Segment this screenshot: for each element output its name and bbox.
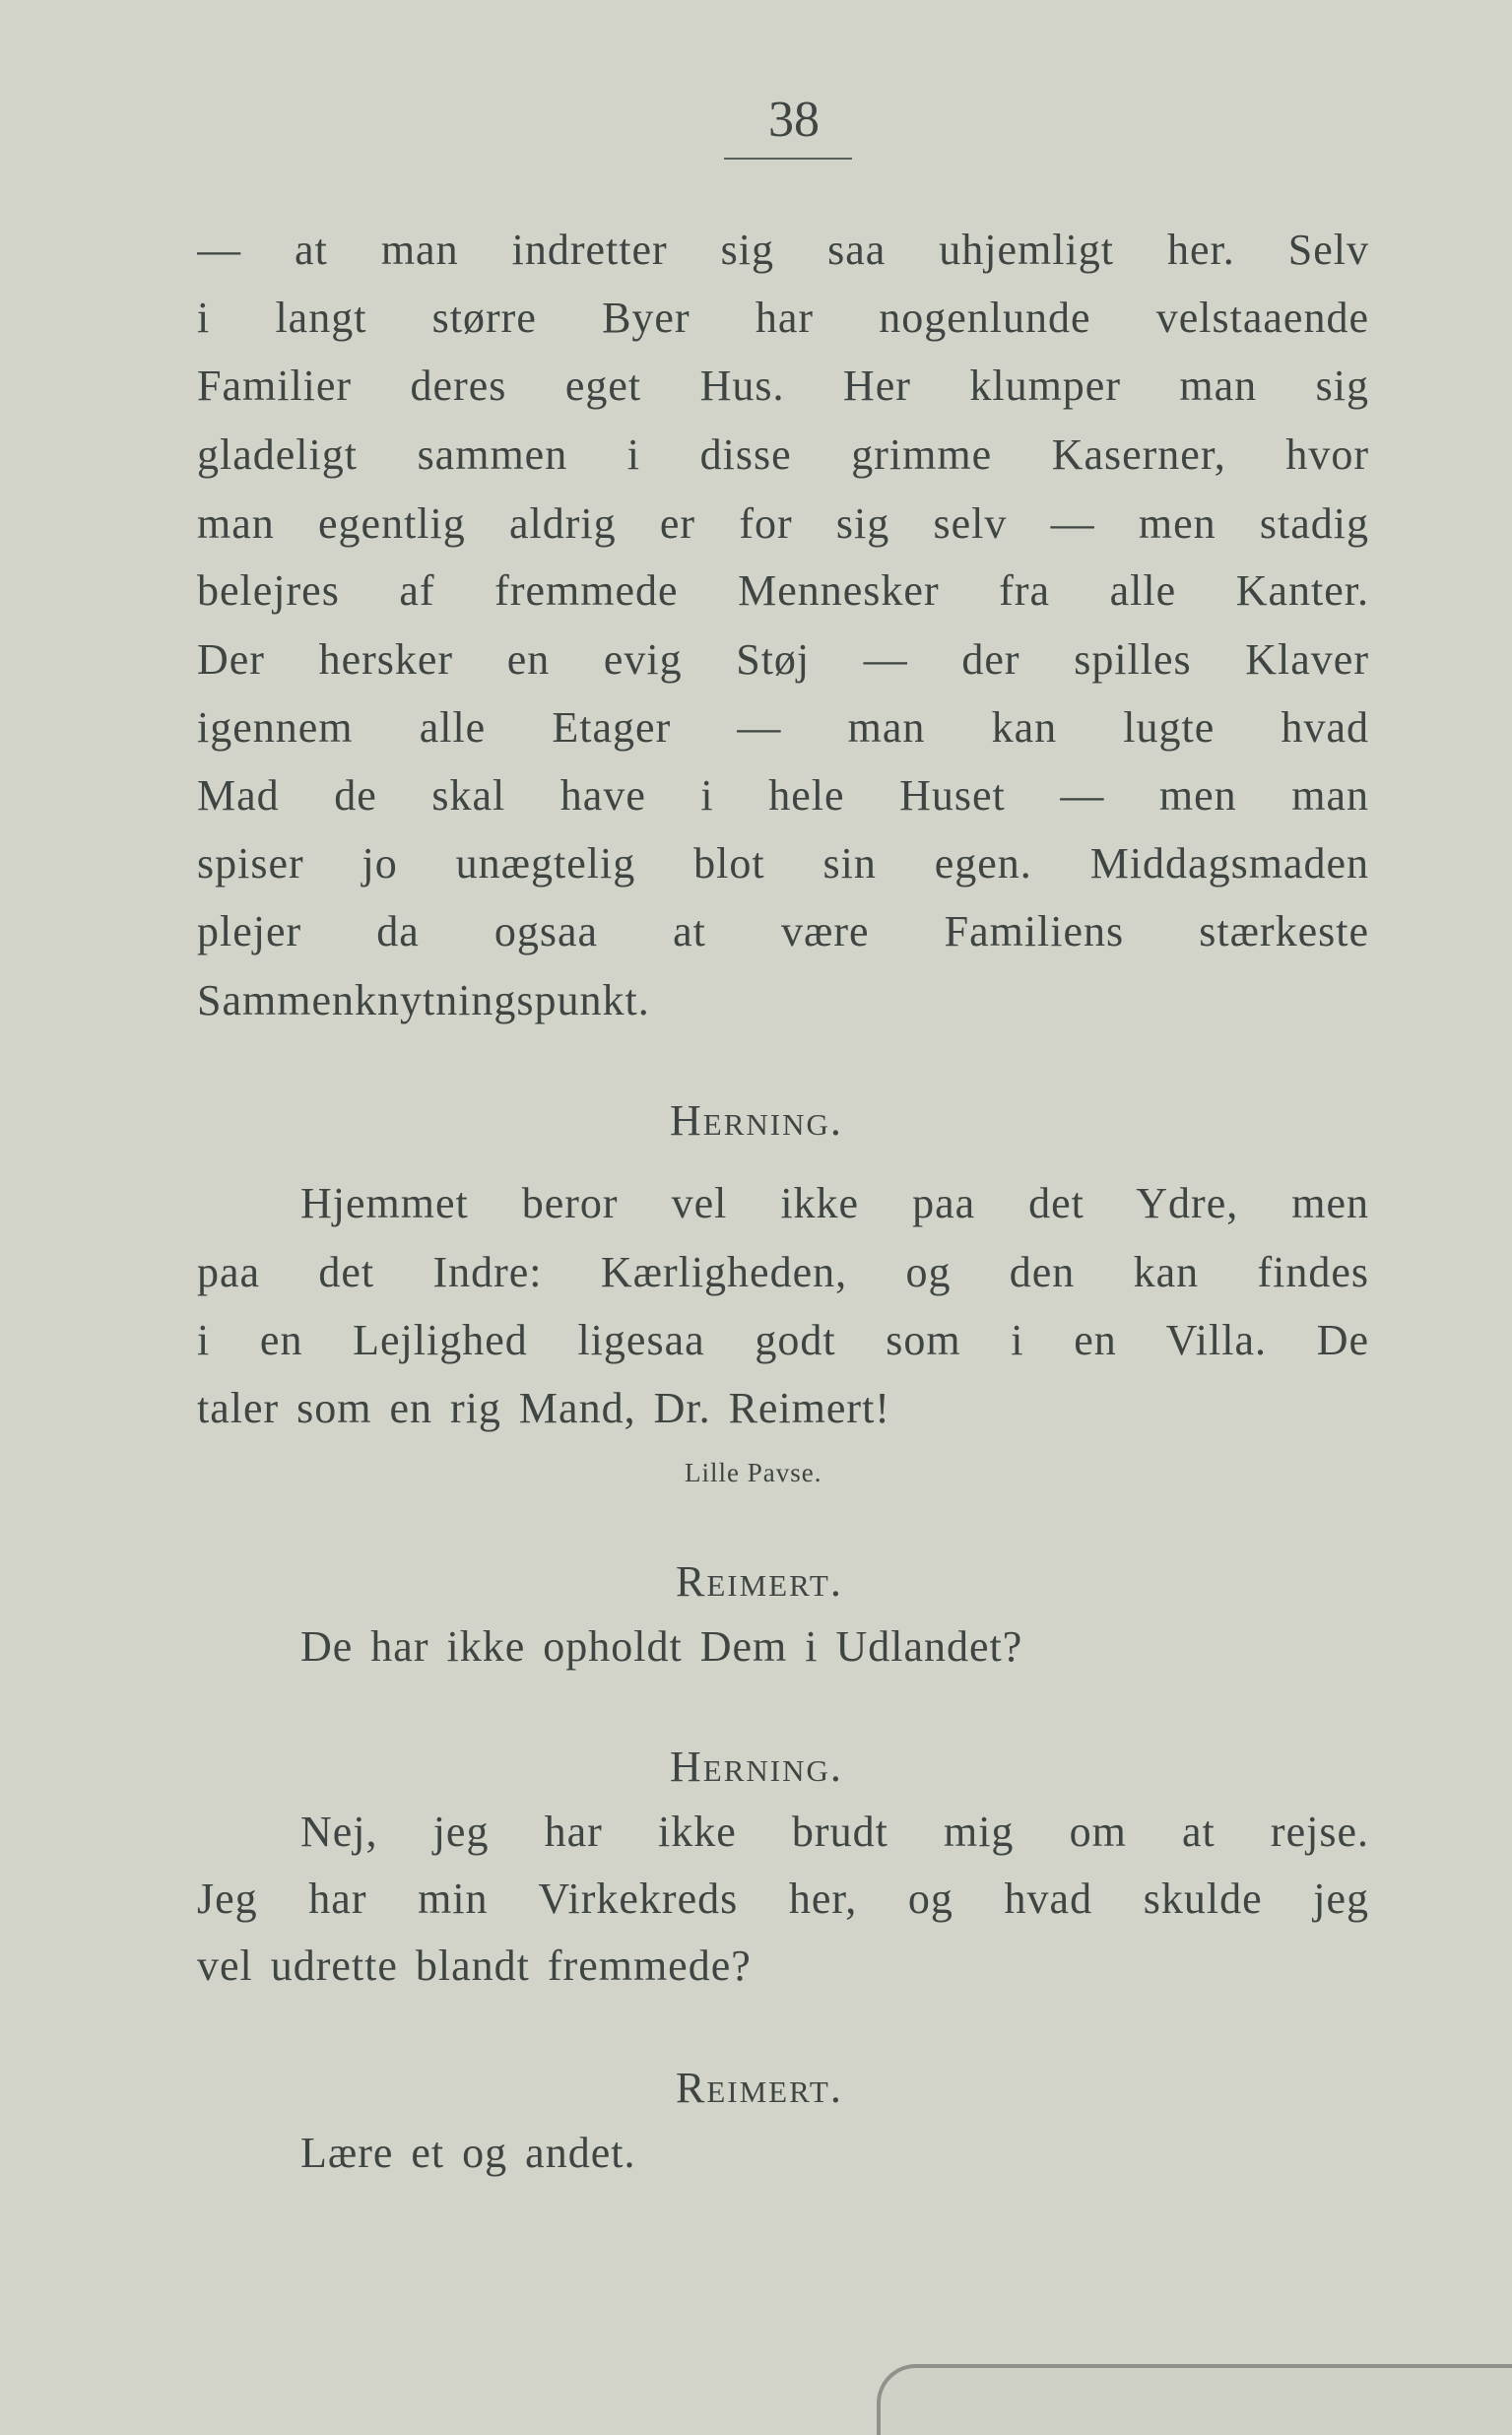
text-line: Jeg har min Virkekreds her, og hvad skulde jeg [197, 1875, 1369, 1923]
speaker-name: Reimert. [676, 2064, 843, 2112]
text-line: Lære et og andet. [300, 2129, 636, 2177]
text-line: Nej, jeg har ikke brudt mig om at rejse. [300, 1808, 1369, 1856]
text-line: Mad de skal have i hele Huset — men man [197, 771, 1369, 820]
text-line: belejres af fremmede Mennesker fra alle Kanter. [197, 566, 1369, 615]
page-number: 38 [768, 92, 820, 148]
text-line: Der hersker en evig Støj — der spilles Klaver [197, 635, 1369, 684]
text-line: Sammenknytningspunkt. [197, 976, 650, 1024]
text-line: man egentlig aldrig er for sig selv — men stadig [197, 499, 1369, 548]
text-line: paa det Indre: Kærligheden, og den kan findes [197, 1248, 1369, 1296]
text-line: gladeligt sammen i disse grimme Kaserner, hvor [197, 430, 1369, 479]
text-line: i en Lejlighed ligesaa godt som i en Villa. De [197, 1316, 1369, 1364]
stage-direction: Lille Pavse. [685, 1458, 822, 1487]
text-line: vel udrette blandt fremmede? [197, 1941, 752, 1990]
speaker-name: Herning. [670, 1096, 843, 1145]
speaker-name: Reimert. [676, 1557, 843, 1606]
page-corner-mark [877, 2364, 1512, 2435]
text-line: plejer da ogsaa at være Familiens stærkeste [197, 907, 1369, 955]
text-line: Familier deres eget Hus. Her klumper man sig [197, 362, 1369, 410]
page-number-rule [724, 158, 852, 160]
text-line: igennem alle Etager — man kan lugte hvad [197, 703, 1369, 752]
text-line: Hjemmet beror vel ikke paa det Ydre, men [300, 1179, 1369, 1227]
text-line: taler som en rig Mand, Dr. Reimert! [197, 1384, 890, 1432]
text-line: i langt større Byer har nogenlunde velstaaende [197, 294, 1369, 342]
text-line: — at man indretter sig saa uhjemligt her. Selv [197, 226, 1369, 274]
text-line: spiser jo unægtelig blot sin egen. Middagsmaden [197, 839, 1369, 888]
text-line: De har ikke opholdt Dem i Udlandet? [300, 1622, 1023, 1671]
speaker-name: Herning. [670, 1743, 843, 1791]
